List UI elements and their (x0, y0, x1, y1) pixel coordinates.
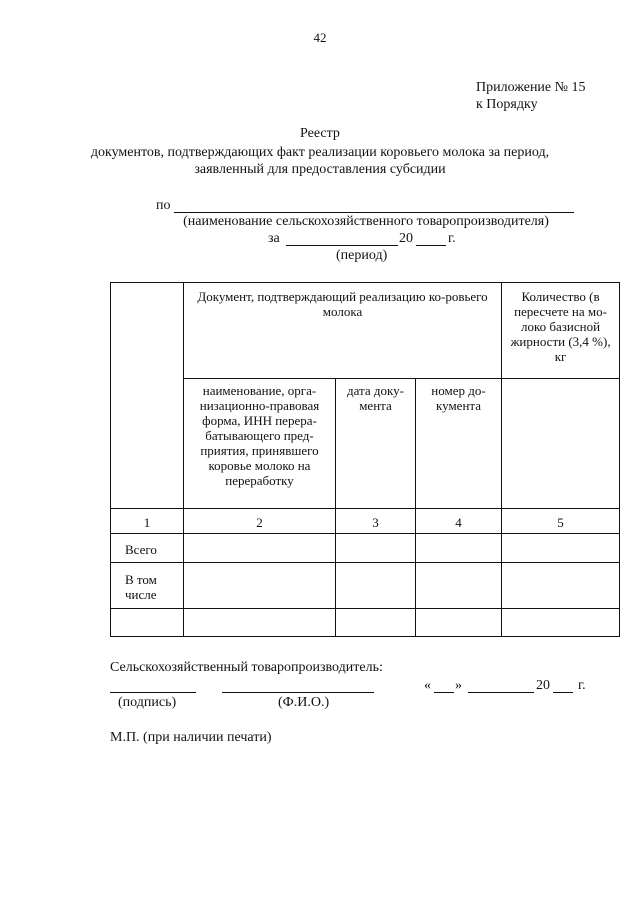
row-total-cell-3 (336, 534, 416, 563)
producer-caption: (наименование сельскохозяйственного товаропроизводителя) (183, 214, 549, 229)
period-year-suffix: г. (448, 231, 456, 246)
period-year-prefix: 20 (399, 231, 413, 246)
row-empty-cell-5 (502, 609, 620, 637)
producer-prefix: по (156, 198, 171, 213)
subheader-date: дата доку-мента (336, 379, 416, 509)
appendix-line1: Приложение № 15 (476, 80, 586, 95)
period-caption: (период) (336, 248, 388, 263)
title-line2: документов, подтверждающих факт реализации коровьего молока за период, (90, 145, 550, 160)
row-total-cell-5 (502, 534, 620, 563)
date-year-suffix: г. (578, 678, 586, 693)
title-line3: заявленный для предоставления субсидии (194, 162, 446, 177)
producer-blank-line (174, 212, 574, 213)
row-empty-cell-1 (111, 609, 184, 637)
subheader-number: номер до-кумента (416, 379, 502, 509)
signature-line (110, 692, 196, 693)
row-including-cell-3 (336, 563, 416, 609)
date-year-prefix: 20 (536, 678, 550, 693)
row-empty-cell-4 (416, 609, 502, 637)
row-including-cell-4 (416, 563, 502, 609)
col-number-5: 5 (502, 509, 620, 534)
row-empty-cell-3 (336, 609, 416, 637)
row-total-cell-2 (184, 534, 336, 563)
fio-caption: (Ф.И.О.) (278, 695, 330, 710)
title-registry: Реестр (300, 126, 340, 141)
row-total-cell-4 (416, 534, 502, 563)
registry-table (110, 282, 620, 637)
stamp-note: М.П. (при наличии печати) (110, 730, 272, 745)
col-number-3: 3 (336, 509, 416, 534)
subheader-empty-cell (502, 379, 620, 509)
row-including-cell-5 (502, 563, 620, 609)
col-number-4: 4 (416, 509, 502, 534)
row-including-label: В том числе (111, 563, 184, 609)
col-number-1: 1 (111, 509, 184, 534)
fio-line (222, 692, 374, 693)
period-year-blank (416, 245, 446, 246)
date-close-quote: » (455, 678, 462, 693)
header-empty-cell (111, 283, 184, 509)
appendix-line2: к Порядку (476, 97, 538, 112)
header-quantity: Количество (в пересчете на мо-локо базисной жирности (3,4 %), кг (502, 283, 620, 379)
signature-caption: (подпись) (118, 695, 177, 710)
period-prefix: за (268, 231, 280, 246)
date-day-blank (434, 692, 454, 693)
col-number-2: 2 (184, 509, 336, 534)
period-blank-line (286, 245, 398, 246)
row-total-label: Всего (111, 534, 184, 563)
row-empty-cell-2 (184, 609, 336, 637)
header-document: Документ, подтверждающий реализацию ко-ровьего молока (184, 283, 502, 379)
date-year-blank (553, 692, 573, 693)
date-open-quote: « (424, 678, 431, 693)
date-month-blank (468, 692, 534, 693)
producer-label: Сельскохозяйственный товаропроизводитель: (110, 660, 383, 675)
row-including-cell-2 (184, 563, 336, 609)
subheader-name: наименование, орга-низационно-правовая форма, ИНН перера-батывающего пред-приятия, принявшего коровье молоко на переработку (184, 379, 336, 509)
page-number: 42 (313, 30, 327, 45)
